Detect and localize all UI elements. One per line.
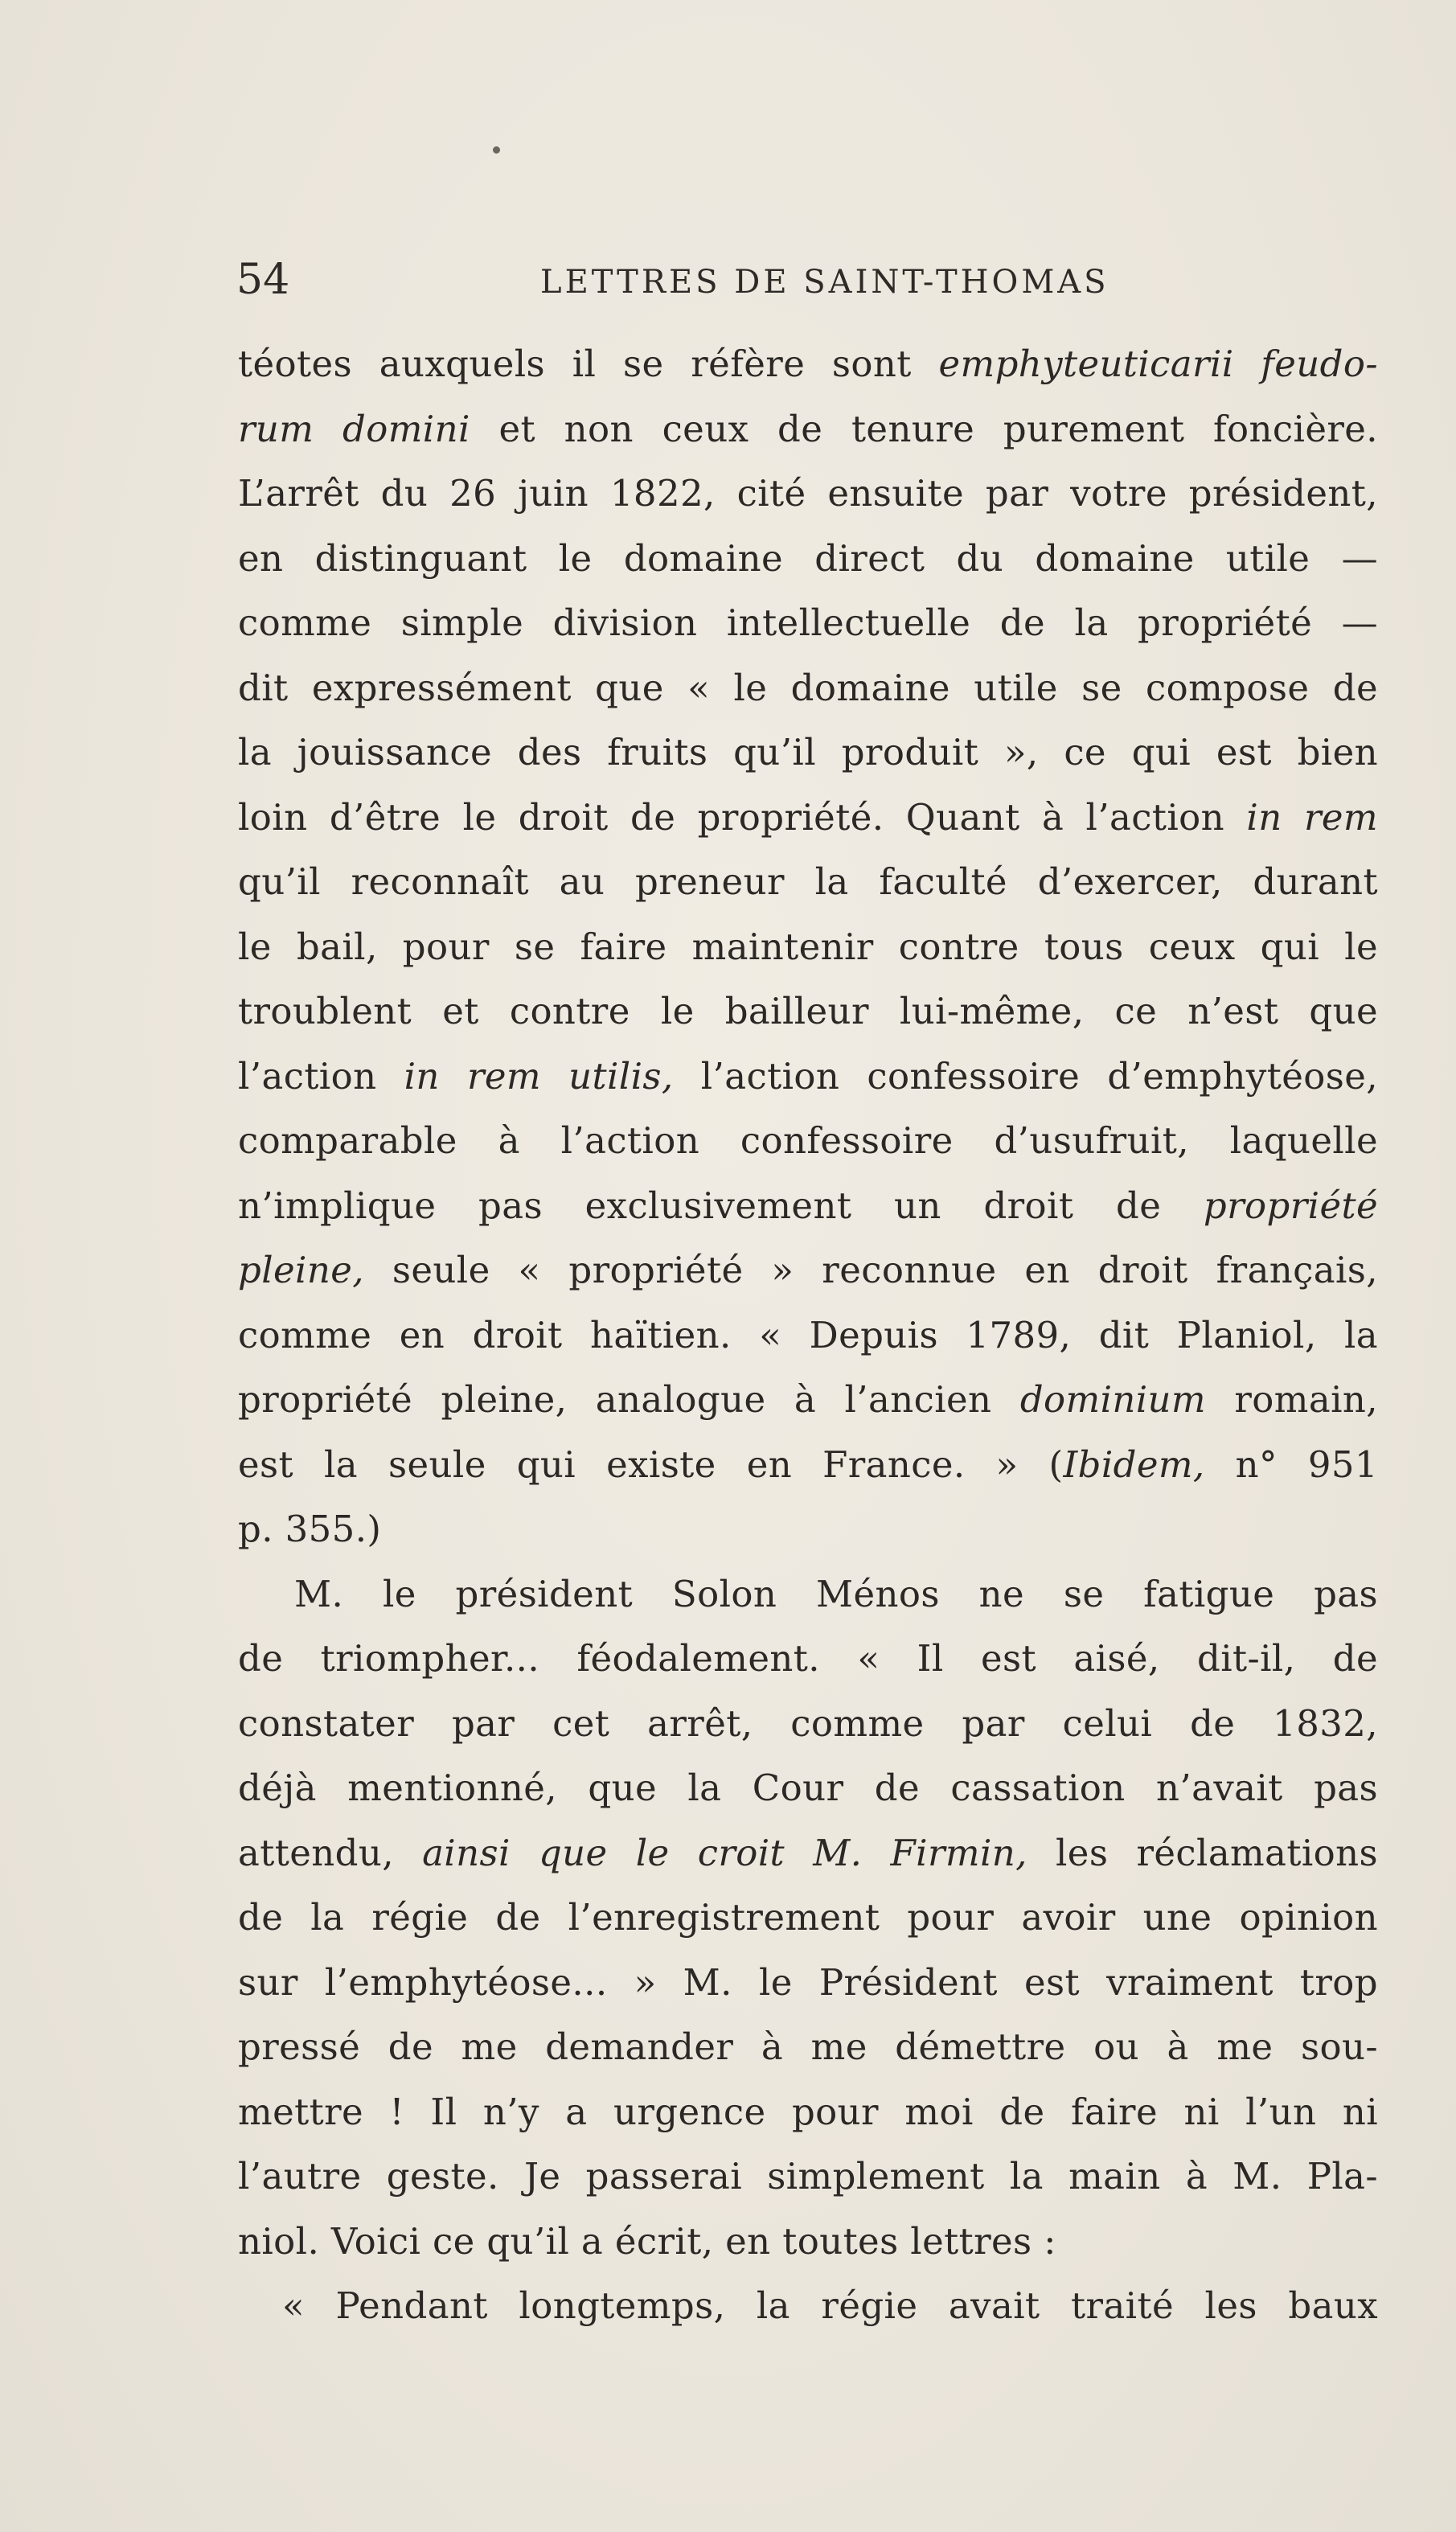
- text-line: l’autre geste. Je passerai simplement la main à M. Pla-: [238, 2155, 1378, 2198]
- text-line: déjà mentionné, que la Cour de cassation n’avait pas: [238, 1767, 1378, 1809]
- text-line: comme simple division intellectuelle de la propriété —: [238, 601, 1378, 644]
- text-line: en distinguant le domaine direct du domaine utile —: [238, 536, 1378, 580]
- text-line: n’implique pas exclusivement un droit de propriété: [238, 1184, 1378, 1227]
- text-line: qu’il reconnaît au preneur la faculté d’exercer, durant: [238, 860, 1378, 903]
- text-line: niol. Voici ce qu’il a écrit, en toutes lettres :: [238, 2219, 1056, 2263]
- text-line: mettre ! Il n’y a urgence pour moi de faire ni l’un ni: [238, 2090, 1378, 2133]
- text-line: comparable à l’action confessoire d’usufruit, laquelle: [238, 1119, 1378, 1162]
- ink-speck: [493, 146, 500, 154]
- text-line: de la régie de l’enregistrement pour avoir une opinion: [238, 1896, 1378, 1939]
- text-line: dit expressément que « le domaine utile se compose de: [238, 666, 1378, 709]
- text-line: « Pendant longtemps, la régie avait traité les baux: [282, 2284, 1378, 2327]
- body-text: [238, 332, 1378, 2339]
- text-line: l’action in rem utilis, l’action confessoire d’emphytéose,: [238, 1054, 1378, 1098]
- text-line: pressé de me demander à me démettre ou à me sou-: [238, 2025, 1378, 2068]
- text-line: attendu, ainsi que le croit M. Firmin, les réclamations: [238, 1831, 1379, 1874]
- text-line: constater par cet arrêt, comme par celui de 1832,: [238, 1701, 1378, 1745]
- text-line: L’arrêt du 26 juin 1822, cité ensuite par votre président,: [238, 472, 1378, 515]
- text-line: est la seule qui existe en France. » (Ibidem, n° 951: [238, 1442, 1378, 1486]
- text-line: rum domini et non ceux de tenure purement foncière.: [238, 407, 1378, 450]
- text-line: sur l’emphytéose... » M. le Président est vraiment trop: [238, 1960, 1378, 2004]
- text-line: comme en droit haïtien. « Depuis 1789, dit Planiol, la: [238, 1313, 1378, 1356]
- page-number: 54: [236, 256, 290, 304]
- text-line: téotes auxquels il se réfère sont emphyteuticarii feudo-: [238, 343, 1378, 385]
- text-line: la jouissance des fruits qu’il produit », ce qui est bien: [238, 731, 1378, 774]
- page-header: [235, 256, 1376, 304]
- text-line: loin d’être le droit de propriété. Quant à l’action in rem: [238, 795, 1378, 839]
- text-line: pleine, seule « propriété » reconnue en droit français,: [238, 1249, 1378, 1291]
- text-line: le bail, pour se faire maintenir contre tous ceux qui le: [238, 925, 1378, 968]
- text-line: M. le président Solon Ménos ne se fatigue pas: [294, 1572, 1378, 1615]
- text-line: troublent et contre le bailleur lui-même, ce n’est que: [238, 990, 1378, 1032]
- text-line: de triompher... féodalement. « Il est aisé, dit-il, de: [238, 1637, 1378, 1680]
- text-line: p. 355.): [238, 1508, 382, 1550]
- running-head: LETTRES DE SAINT-THOMAS: [540, 264, 1109, 301]
- text-line: propriété pleine, analogue à l’ancien dominium romain,: [238, 1378, 1378, 1421]
